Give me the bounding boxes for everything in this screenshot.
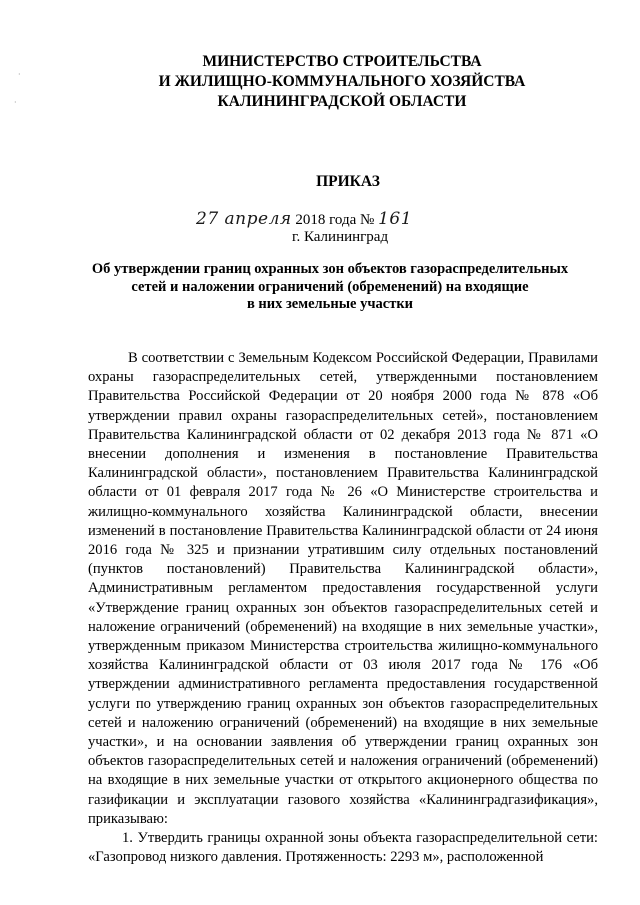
handwritten-order-number: 161 [378, 209, 413, 229]
body-paragraph-2: 1. Утвердить границы охранной зоны объекта газораспределительной сети: «Газопровод низкого давления. Протяженность: 2293 м», расположенной [88, 830, 598, 866]
margin-mark: · [18, 70, 21, 79]
ministry-line-1: МИНИСТЕРСТВО СТРОИТЕЛЬСТВА [202, 53, 482, 70]
margin-mark: · [14, 98, 17, 107]
order-city: г. Калининград [292, 229, 389, 245]
order-subject [60, 261, 600, 314]
order-date-line [196, 210, 412, 229]
order-body [88, 349, 598, 867]
subject-line-2: сетей и наложении ограничений (обременений) на входящие [131, 278, 529, 295]
subject-line-3: в них земельные участки [246, 296, 414, 312]
ministry-line-2: И ЖИЛИЩНО-КОММУНАЛЬНОГО ХОЗЯЙСТВА [158, 73, 526, 90]
handwritten-date: 27 апреля [196, 209, 292, 229]
subject-line-1: Об утверждении границ охранных зон объектов газораспределительных [91, 261, 569, 277]
order-title: ПРИКАЗ [316, 173, 380, 190]
ministry-header [0, 52, 640, 112]
body-paragraph-1: В соответствии с Земельным Кодексом Российской Федерации, Правилами охраны газораспределительных сетей, утвержденными постановлением Правительства Российской Федерации от 20 ноября 2000 года № 878 «Об утверждении правил охраны газораспределительных сетей», постановлением Правительства Калининградской области от 02 декабря 2013 года № 871 «О внесении дополнения и изменения в постановление Правительства Калининградской области», постановлением Правительства Калининградской области от 01 февраля 2017 года № 26 «О Министерстве строительства и жилищно-коммунального хозяйства Калининградской области, внесении изменений в постановление Правительства Калининградской области от 24 июня 2016 года № 325 и признании утратившим силу отдельных постановлений (пунктов постановлений) Правительства Калининградской области», Административным регламентом предоставления государственной услуги «Утверждение границ охранных зон объектов газораспределительных сетей и наложение ограничений (обременений) на входящие в них земельные участки», утвержденным приказом Министерства строительства жилищно-коммунального хозяйства Калининградской области от 03 июля 2017 года № 176 «Об утверждении административного регламента предоставления государственной услуги по утверждению границ охранных зон объектов газораспределительных сетей и наложению ограничений (обременений) на входящие в них земельные участки», и на основании заявления об утверждении границ охранных зон объектов газораспределительных сетей и наложения ограничений (обременений) на входящие в них земельные участки от открытого акционерного общества по газификации и эксплуатации газового хозяйства «Калининградгазификация», приказываю: [88, 350, 598, 827]
printed-date: 2018 года № [291, 212, 379, 228]
ministry-line-3: КАЛИНИНГРАДСКОЙ ОБЛАСТИ [217, 93, 467, 110]
